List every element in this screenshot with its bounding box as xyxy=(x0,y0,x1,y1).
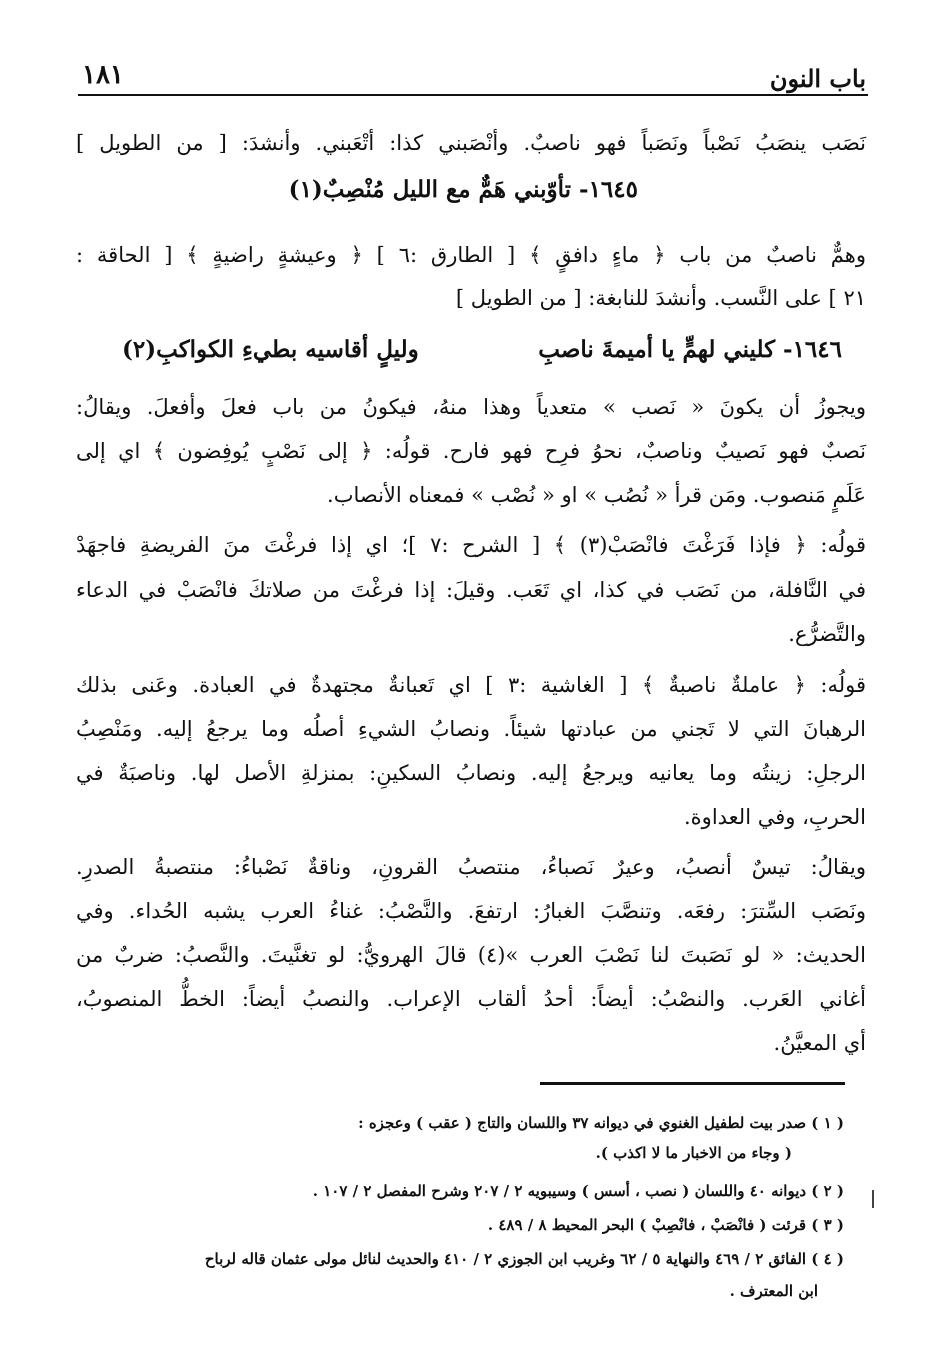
header-rule xyxy=(78,94,868,96)
footnote-3: ( ٣ ) قرئت ( فانْصَبْ ، فانْصِبْ ) البحر المحيط ٨ / ٤٨٩ . xyxy=(487,1216,844,1234)
body-line: الرهبانَ التي لا تَجني من عبادتها شيئاً. ونصابُ الشيءِ أصلُه وما يرجعُ إليه. ومَنْصِبُ xyxy=(76,717,866,741)
body-line: نَصبٌ فهو نَصيبٌ وناصبٌ، نحوُ فرِح فهو فارح. قولُه: ﴿ إلى نَصْبٍ يُوفِضون ﴾ اي إلى xyxy=(76,439,866,463)
verse-1646-first-half: ١٦٤٦- كليني لهمٍّ يا أميمةَ ناصبِ xyxy=(538,336,842,363)
body-line: قولُه: ﴿ فإذا فَرَغْتَ فانْصَبْ(٣) ﴾ [ الشرح :٧ ]؛ اي إذا فرغْتَ منَ الفريضةِ فاجهَدْ xyxy=(76,533,866,557)
body-line: قولُه: ﴿ عاملةٌ ناصبةٌ ﴾ [ الغاشية :٣ ] اي تَعبانةٌ مجتهدةٌ في العبادة. وعَنى بذلك xyxy=(76,673,866,697)
body-line: الحربِ، وفي العداوة. xyxy=(684,805,866,829)
footnote-1: ( ١ ) صدر بيت لطفيل الغنوي في ديوانه ٣٧ واللسان والتاج ( عقب ) وعجزه : xyxy=(358,1114,844,1132)
verse-1645: ١٦٤٥- تأوّبني هَمٌّ مع الليل مُنْصِبٌ(١) xyxy=(288,176,638,203)
body-line: الحديث: « لو نَصَبتَ لنا نَصْبَ العرب »(٤) قالَ الهرويُّ: لو تغنَّيتَ. والنَّصبُ: ضربٌ من xyxy=(76,943,867,967)
body-line: الرجلِ: زينتُه وما يعانيه ويرجعُ إليه. ونصابُ السكينِ: بمنزلةِ الأصل لها. وناصبَةٌ في xyxy=(76,761,866,785)
verse-1646-second-half: وليلٍ أقاسيه بطيءِ الكواكبِ(٢) xyxy=(122,336,419,363)
body-line: نَصَب ينصَبُ نَصْباً ونَصَباً فهو ناصبٌ. وأنْصَبني كذا: أتْعَبني. وأنشدَ: [ من الطويل ] xyxy=(76,131,866,155)
margin-mark xyxy=(872,1190,874,1208)
footnote-4-continuation: ابن المعترف . xyxy=(729,1282,818,1300)
footnote-4: ( ٤ ) الفائق ٢ / ٤٦٩ والنهاية ٥ / ٦٢ وغريب ابن الجوزي ٢ / ٤١٠ والحديث لنائل مولى عثمان قاله لرباح xyxy=(204,1250,844,1268)
body-line: أغاني العَرب. والنصْبُ: أيضاً: أحدُ ألقاب الإعراب. والنصبُ أيضاً: الخطُّ المنصوبُ، xyxy=(76,987,866,1011)
footnote-2: ( ٢ ) ديوانه ٤٠ واللسان ( نصب ، أسس ) وسيبويه ٢ / ٢٠٧ وشرح المفصل ٢ / ١٠٧ . xyxy=(312,1182,844,1200)
body-line: في النَّافلة، من نَصَب في كذا، اي تَعَب. وقيلَ: إذا فرغْتَ من صلاتكَ فانْصَبْ في الدعاء xyxy=(76,578,866,602)
body-line: والتَّضرُّع. xyxy=(788,622,866,646)
footnote-separator xyxy=(540,1082,845,1085)
body-line: ونَصَب السِّترَ: رفعَه. وتنصَّبَ الغبارُ: ارتفعَ. والنَّصْبُ: غناءُ العرب يشبه الحُداء. وفي xyxy=(76,899,866,923)
page-number: ١٨١ xyxy=(82,60,124,90)
body-line: ويقالُ: تيسٌ أنصبُ، وعيرٌ نَصباءُ، منتصبُ القرونِ، وناقةٌ نَصْباءُ: منتصبةُ الصدرِ. xyxy=(76,855,866,879)
footnote-1-continuation: ( وجاء من الاخبار ما لا اكذب ). xyxy=(595,1144,792,1162)
body-line: أي المعيَّنُ. xyxy=(773,1031,866,1055)
body-line: عَلَمٍ مَنصوب. ومَن قرأ « نُصُب » او « نُصْب » فمعناه الأنصاب. xyxy=(327,483,866,507)
body-line: ويجوزُ أن يكونَ « نَصب » متعدياً وهذا منهُ، فيكونُ من باب فعلَ وأفعلَ. ويقالُ: xyxy=(76,395,866,419)
chapter-title: باب النون xyxy=(769,64,866,93)
body-line: ٢١ ] على النَّسب. وأنشدَ للنابغة: [ من الطويل ] xyxy=(455,286,866,310)
body-line: وهمٌّ ناصبٌ من باب ﴿ ماءٍ دافقٍ ﴾ [ الطارق :٦ ] ﴿ وعيشةٍ راضيةٍ ﴾ [ الحاقة : xyxy=(76,243,866,267)
